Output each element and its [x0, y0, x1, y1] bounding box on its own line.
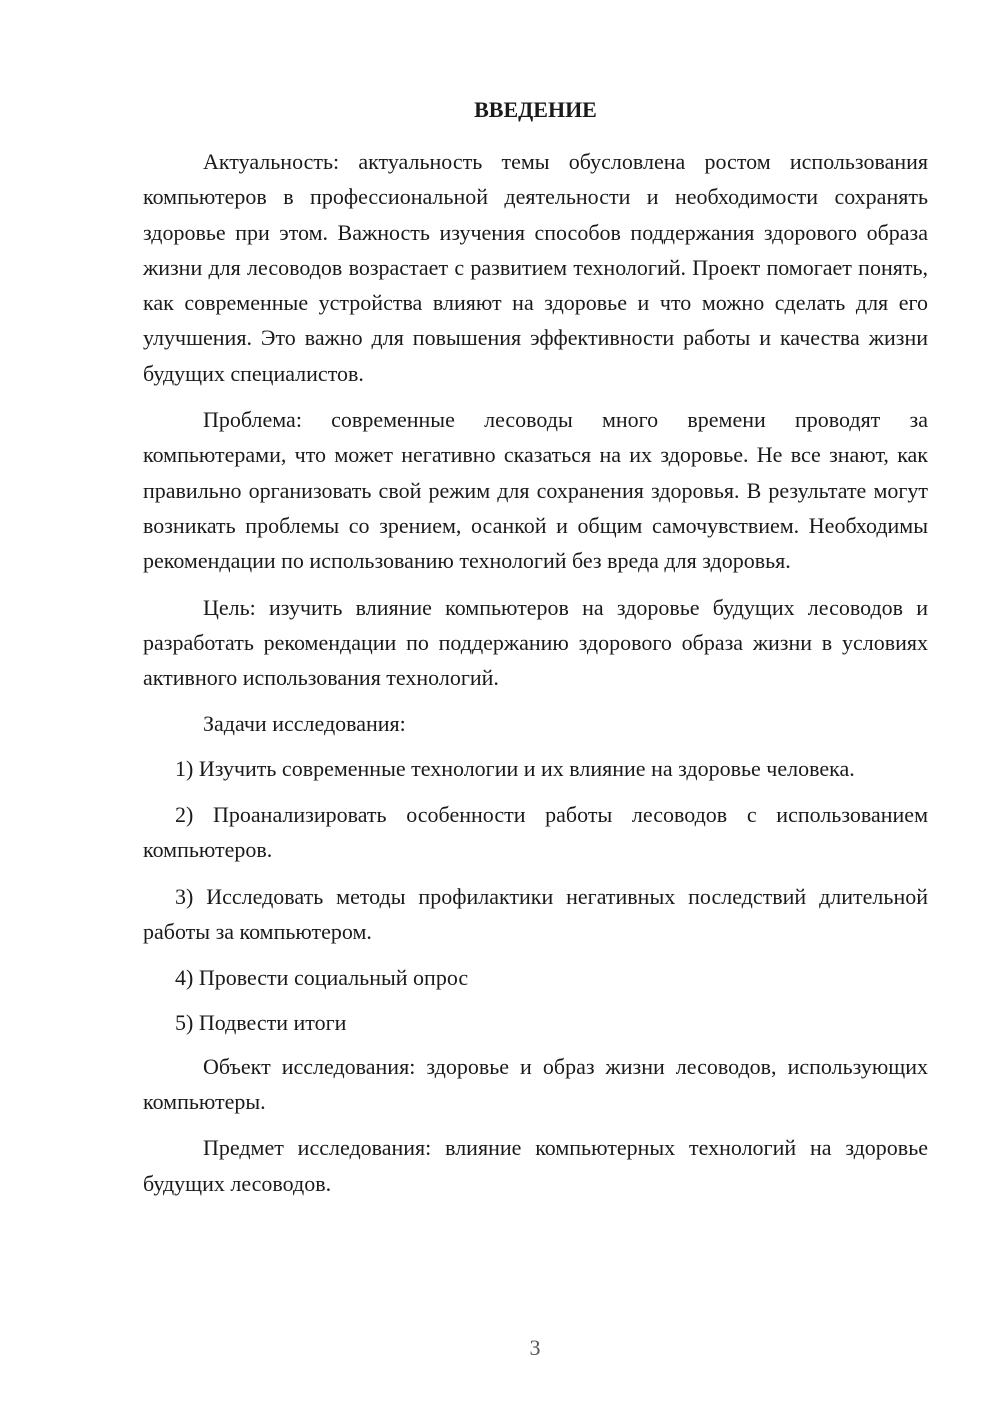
task-item-1: 1) Изучить современные технологии и их влияние на здоровье человека.	[175, 755, 855, 781]
task-item-4: 4) Провести социальный опрос	[175, 965, 469, 991]
task-item-2: 2) Проанализировать особенности работы лесоводов с использованием компьютеров.	[143, 802, 928, 863]
paragraph-problem: Проблема: современные лесоводы много времени проводят за компьютерами, что может негативно сказаться на их здоровье. Не все знают, как правильно организовать свой режим для сохранения здоровья. В результате могут возникать проблемы со зрением, осанкой и общим самочувствием. Необходимы рекомендации по использованию технологий без вреда для здоровья.	[143, 407, 928, 574]
tasks-heading: Задачи исследования:	[203, 711, 406, 737]
paragraph-goal: Цель: изучить влияние компьютеров на здоровье будущих лесоводов и разработать рекомендации по поддержанию здорового образа жизни в условиях активного использования технологий.	[143, 594, 928, 691]
document-title: ВВЕДЕНИЕ	[474, 97, 597, 122]
paragraph-object: Объект исследования: здоровье и образ жизни лесоводов, использующих компьютеры.	[143, 1053, 928, 1115]
paragraph-subject: Предмет исследования: влияние компьютерных технологий на здоровье будущих лесоводов.	[143, 1135, 928, 1196]
paragraph-relevance: Актуальность: актуальность темы обусловлена ростом использования компьютеров в профессиональной деятельности и необходимости сохранять здоровье при этом. Важность изучения способов поддержания здорового образа жизни для лесоводов возрастает с развитием технологий. Проект помогает понять, как современные устройства влияют на здоровье и что можно сделать для его улучшения. Это важно для повышения эффективности работы и качества жизни будущих специалистов.	[143, 149, 928, 386]
task-item-5: 5) Подвести итоги	[175, 1009, 347, 1035]
task-item-3: 3) Исследовать методы профилактики негативных последствий длительной работы за компьютером.	[143, 883, 928, 944]
page-number: 3	[529, 1335, 541, 1360]
document-page	[143, 92, 928, 1212]
